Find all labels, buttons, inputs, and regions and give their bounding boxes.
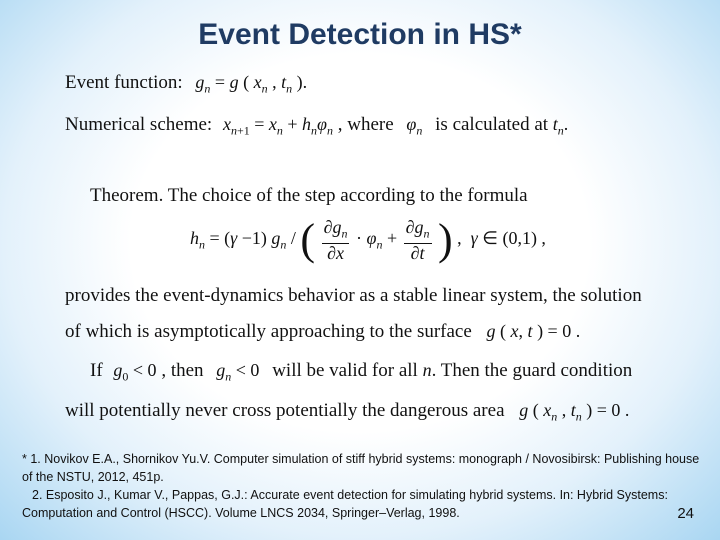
where-text: , where — [337, 114, 394, 135]
then-text: , then — [161, 360, 204, 381]
is-calculated-text: is calculated at — [435, 114, 549, 135]
if-text: If — [90, 360, 103, 381]
never-row — [65, 400, 629, 425]
event-function-row — [65, 72, 307, 97]
asymptotic-text: of which is asymptotically approaching to the surface — [65, 321, 472, 342]
gn-formula: $g_n < 0$ — [216, 360, 260, 384]
guard-text: . Then the guard condition — [431, 360, 633, 381]
theorem-text: The choice of the step according to the formula — [167, 185, 528, 206]
guard-formula: g ( $x_n$ , $t_n$ ) = 0 . — [519, 400, 630, 424]
phi-symbol: $\varphi_n$ — [406, 114, 423, 138]
slide-title: Event Detection in HS* — [198, 18, 522, 51]
provides-row: provides the event-dynamics behavior as a stable linear system, the solution — [65, 285, 642, 306]
event-function-label: Event function: — [65, 72, 183, 93]
if-row — [90, 360, 632, 385]
step-formula: $h_n = (\gamma -1)$ $g_n$ / ( $\frac{\partial g_n}{\partial x}$ · $\varphi_n$ + $\frac{\partial g_n}{\partial t}$ ) , γ ∈ (0,1) , — [190, 214, 546, 264]
asymptotic-row — [65, 321, 580, 343]
surface-formula: g ( x, t ) = 0 . — [486, 321, 581, 341]
numerical-scheme-row — [65, 114, 568, 139]
g0-formula: $g_0 < 0$ — [113, 360, 157, 384]
reference-2: 2. Esposito J., Kumar V., Pappas, G.J.: Accurate event detection for simulating hybrid systems. In: Hybrid Systems: Computation and Control (HSCC). Volume LNCS 2034, Springer–Verlag, 1998. — [22, 488, 668, 520]
page-number: 24 — [677, 505, 694, 522]
never-text: will potentially never cross potentially the dangerous area — [65, 400, 505, 421]
theorem-row — [90, 185, 528, 207]
n-symbol: n — [422, 360, 432, 380]
numerical-scheme-label: Numerical scheme: — [65, 114, 213, 135]
tn-symbol: $t_n$. — [552, 114, 569, 138]
numerical-scheme-formula: $x_{n+1} = x_n + h_n\varphi_n$ — [222, 114, 333, 138]
valid-text: will be valid for all — [272, 360, 418, 381]
event-function-formula: $g_n = g$ ( $x_n$ , $t_n$ ). — [195, 72, 308, 96]
footnotes — [22, 450, 702, 522]
reference-1: * 1. Novikov E.A., Shornikov Yu.V. Computer simulation of stiff hybrid systems: monograph / Novosibirsk: Publishing house of the NSTU, 2012, 451p. — [22, 452, 700, 484]
theorem-label: Theorem. — [90, 185, 164, 206]
